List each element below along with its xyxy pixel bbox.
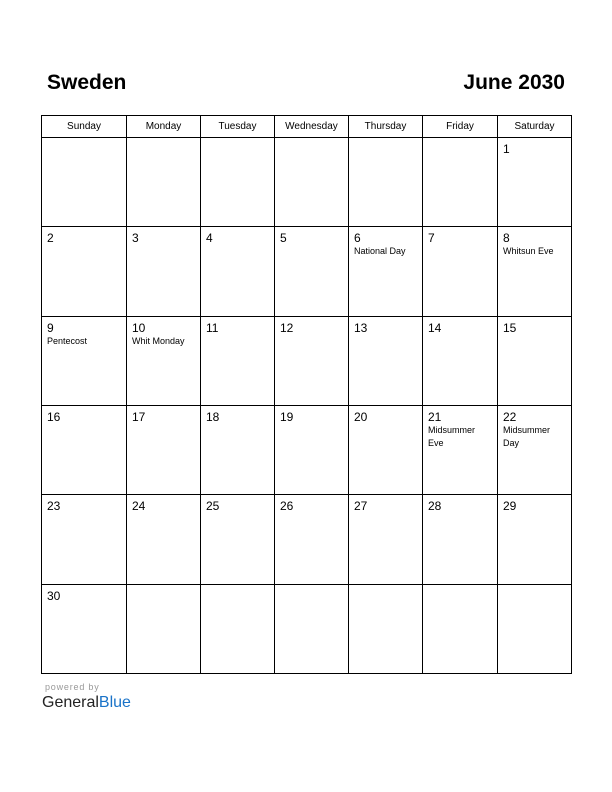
weekday-sunday: Sunday (42, 116, 127, 138)
day-cell (275, 405, 349, 494)
day-cell (201, 584, 275, 673)
day-cell (42, 495, 127, 584)
weekday-wednesday: Wednesday (275, 116, 349, 138)
weekday-friday: Friday (423, 116, 498, 138)
day-cell (201, 405, 275, 494)
day-cell (275, 138, 349, 227)
day-cell (349, 405, 423, 494)
day-cell (127, 584, 201, 673)
country-title: Sweden (47, 71, 127, 94)
day-number: 30 (47, 588, 61, 603)
day-number: 11 (206, 320, 219, 335)
day-cell (423, 495, 498, 584)
day-cell (42, 316, 127, 405)
day-cell (423, 316, 498, 405)
day-cell (42, 405, 127, 494)
holiday-label: Whit Monday (132, 335, 185, 346)
day-cell (201, 227, 275, 316)
day-cell (127, 227, 201, 316)
day-number: 10 (132, 320, 146, 335)
day-number: 12 (280, 320, 294, 335)
day-cell (498, 227, 572, 316)
day-number: 15 (503, 320, 517, 335)
week-row (42, 316, 572, 405)
day-number: 28 (428, 499, 442, 514)
day-cell (201, 138, 275, 227)
day-cell (275, 495, 349, 584)
day-number: 2 (47, 231, 54, 246)
day-cell (349, 316, 423, 405)
week-row (42, 584, 572, 673)
day-cell (423, 405, 498, 494)
day-cell (127, 495, 201, 584)
day-cell (498, 495, 572, 584)
day-cell (423, 227, 498, 316)
day-number: 20 (354, 409, 368, 424)
day-number: 4 (206, 231, 213, 246)
day-cell (498, 316, 572, 405)
day-cell (498, 584, 572, 673)
day-cell (201, 316, 275, 405)
week-row (42, 495, 572, 584)
day-number: 16 (47, 409, 61, 424)
day-number: 25 (206, 499, 220, 514)
week-row (42, 227, 572, 316)
day-cell (498, 138, 572, 227)
weekday-thursday: Thursday (349, 116, 423, 138)
day-cell (423, 138, 498, 227)
day-number: 19 (280, 409, 294, 424)
powered-by-label: powered by (45, 682, 100, 692)
day-number: 14 (428, 320, 442, 335)
generalblue-logo (42, 694, 131, 712)
brand-blue: Blue (98, 694, 131, 711)
holiday-label: Midsummer Eve (428, 424, 476, 448)
day-cell (349, 227, 423, 316)
day-cell (349, 584, 423, 673)
holiday-label: Midsummer Day (503, 424, 551, 448)
day-cell (498, 405, 572, 494)
day-number: 18 (206, 409, 220, 424)
weekday-header-row (42, 116, 572, 138)
weekday-tuesday: Tuesday (201, 116, 275, 138)
day-number: 21 (428, 409, 442, 424)
day-cell (127, 316, 201, 405)
day-number: 13 (354, 320, 368, 335)
holiday-label: Pentecost (47, 335, 88, 346)
day-number: 5 (280, 231, 287, 246)
calendar-grid (41, 115, 572, 674)
day-number: 26 (280, 499, 294, 514)
day-number: 6 (354, 231, 361, 246)
day-cell (349, 495, 423, 584)
day-number: 9 (47, 320, 54, 335)
day-cell (42, 138, 127, 227)
day-cell (127, 138, 201, 227)
day-number: 8 (503, 231, 510, 246)
week-row (42, 138, 572, 227)
day-cell (275, 584, 349, 673)
month-year-title: June 2030 (463, 71, 565, 94)
day-number: 24 (132, 499, 146, 514)
day-number: 27 (354, 499, 368, 514)
day-cell (201, 495, 275, 584)
day-number: 22 (503, 409, 517, 424)
weekday-monday: Monday (127, 116, 201, 138)
day-cell (42, 584, 127, 673)
day-number: 3 (132, 231, 139, 246)
day-cell (42, 227, 127, 316)
day-number: 29 (503, 499, 517, 514)
brand-general: General (42, 694, 99, 711)
day-cell (127, 405, 201, 494)
day-cell (275, 227, 349, 316)
week-row (42, 405, 572, 494)
day-number: 17 (132, 409, 146, 424)
day-cell (275, 316, 349, 405)
weekday-saturday: Saturday (498, 116, 572, 138)
holiday-label: National Day (354, 246, 406, 257)
day-cell (349, 138, 423, 227)
day-number: 23 (47, 499, 61, 514)
day-number: 7 (428, 231, 435, 246)
holiday-label: Whitsun Eve (503, 246, 554, 257)
day-number: 1 (503, 142, 510, 156)
day-cell (423, 584, 498, 673)
